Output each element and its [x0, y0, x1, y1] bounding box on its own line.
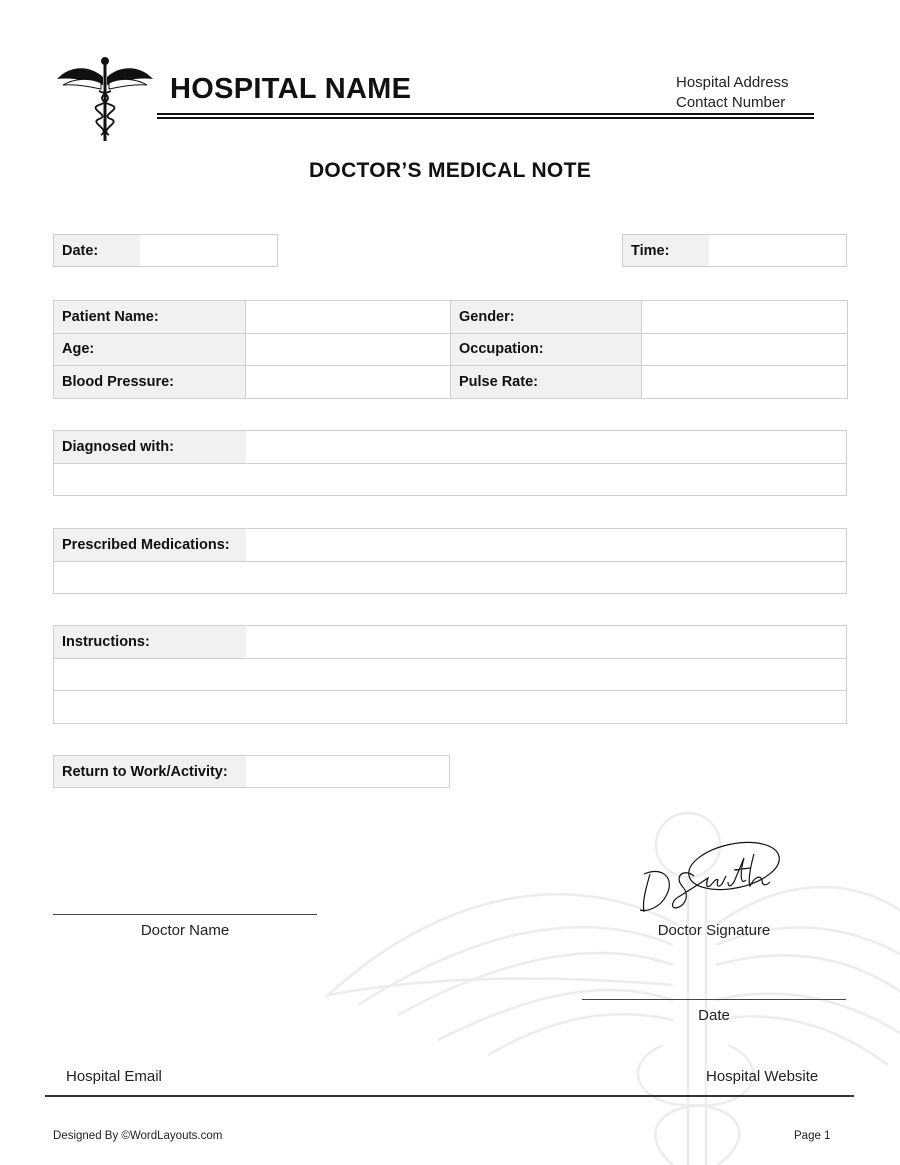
date-signature-line[interactable]: [582, 999, 846, 1000]
medications-line-2[interactable]: [54, 561, 847, 594]
hospital-website: Hospital Website: [706, 1068, 819, 1085]
hospital-contact-block: [676, 73, 789, 112]
instructions-line-2[interactable]: [54, 658, 847, 691]
diagnosis-table: [53, 430, 847, 496]
table-row: [54, 463, 847, 496]
caduceus-logo-icon: [55, 55, 155, 143]
header-double-rule: [157, 113, 814, 119]
diagnosis-label: Diagnosed with:: [54, 431, 246, 464]
date-input[interactable]: [140, 235, 277, 266]
table-row: [54, 529, 847, 562]
occupation-label: Occupation:: [451, 333, 642, 366]
gender-label: Gender:: [451, 301, 642, 334]
age-input[interactable]: [246, 333, 451, 366]
footer-rule: [45, 1095, 854, 1097]
table-row: [54, 366, 848, 399]
hospital-email: Hospital Email: [66, 1068, 162, 1085]
medications-input[interactable]: [246, 529, 847, 562]
patient-name-input[interactable]: [246, 301, 451, 334]
table-row: [54, 626, 847, 659]
diagnosis-input[interactable]: [246, 431, 847, 464]
document-title: DOCTOR’S MEDICAL NOTE: [308, 159, 592, 182]
designer-credit: Designed By ©WordLayouts.com: [53, 1130, 223, 1142]
table-row: [54, 691, 847, 724]
return-to-work-input[interactable]: [246, 756, 449, 787]
hospital-address: Hospital Address: [676, 74, 789, 91]
signature-date-label: Date: [698, 1007, 730, 1024]
instructions-line-3[interactable]: [54, 691, 847, 724]
medications-label: Prescribed Medications:: [54, 529, 246, 562]
medications-table: [53, 528, 847, 594]
doctor-signature-image[interactable]: [636, 836, 784, 918]
table-row: [54, 561, 847, 594]
hospital-name: HOSPITAL NAME: [170, 73, 412, 105]
pulse-rate-label: Pulse Rate:: [451, 366, 642, 399]
contact-number: Contact Number: [676, 93, 786, 111]
table-row: [54, 301, 848, 334]
return-to-work-field: [53, 755, 450, 788]
table-row: [54, 431, 847, 464]
table-row: [54, 658, 847, 691]
time-input[interactable]: [709, 235, 846, 266]
pulse-rate-input[interactable]: [642, 366, 848, 399]
date-label: Date:: [54, 235, 140, 266]
age-label: Age:: [54, 333, 246, 366]
return-to-work-label: Return to Work/Activity:: [54, 756, 246, 787]
table-row: [54, 333, 848, 366]
date-field: [53, 234, 278, 267]
caduceus-watermark-icon: [318, 805, 900, 1165]
blood-pressure-label: Blood Pressure:: [54, 366, 246, 399]
patient-info-table: [53, 300, 848, 399]
occupation-input[interactable]: [642, 333, 848, 366]
doctor-name-line[interactable]: [53, 914, 317, 915]
patient-name-label: Patient Name:: [54, 301, 246, 334]
gender-input[interactable]: [642, 301, 848, 334]
instructions-input[interactable]: [246, 626, 847, 659]
doctor-signature-label: Doctor Signature: [657, 922, 771, 939]
time-field: [622, 234, 847, 267]
page-number: Page 1: [794, 1130, 831, 1142]
time-label: Time:: [623, 235, 709, 266]
diagnosis-line-2[interactable]: [54, 463, 847, 496]
doctor-name-label: Doctor Name: [140, 922, 230, 939]
blood-pressure-input[interactable]: [246, 366, 451, 399]
instructions-table: [53, 625, 847, 724]
instructions-label: Instructions:: [54, 626, 246, 659]
